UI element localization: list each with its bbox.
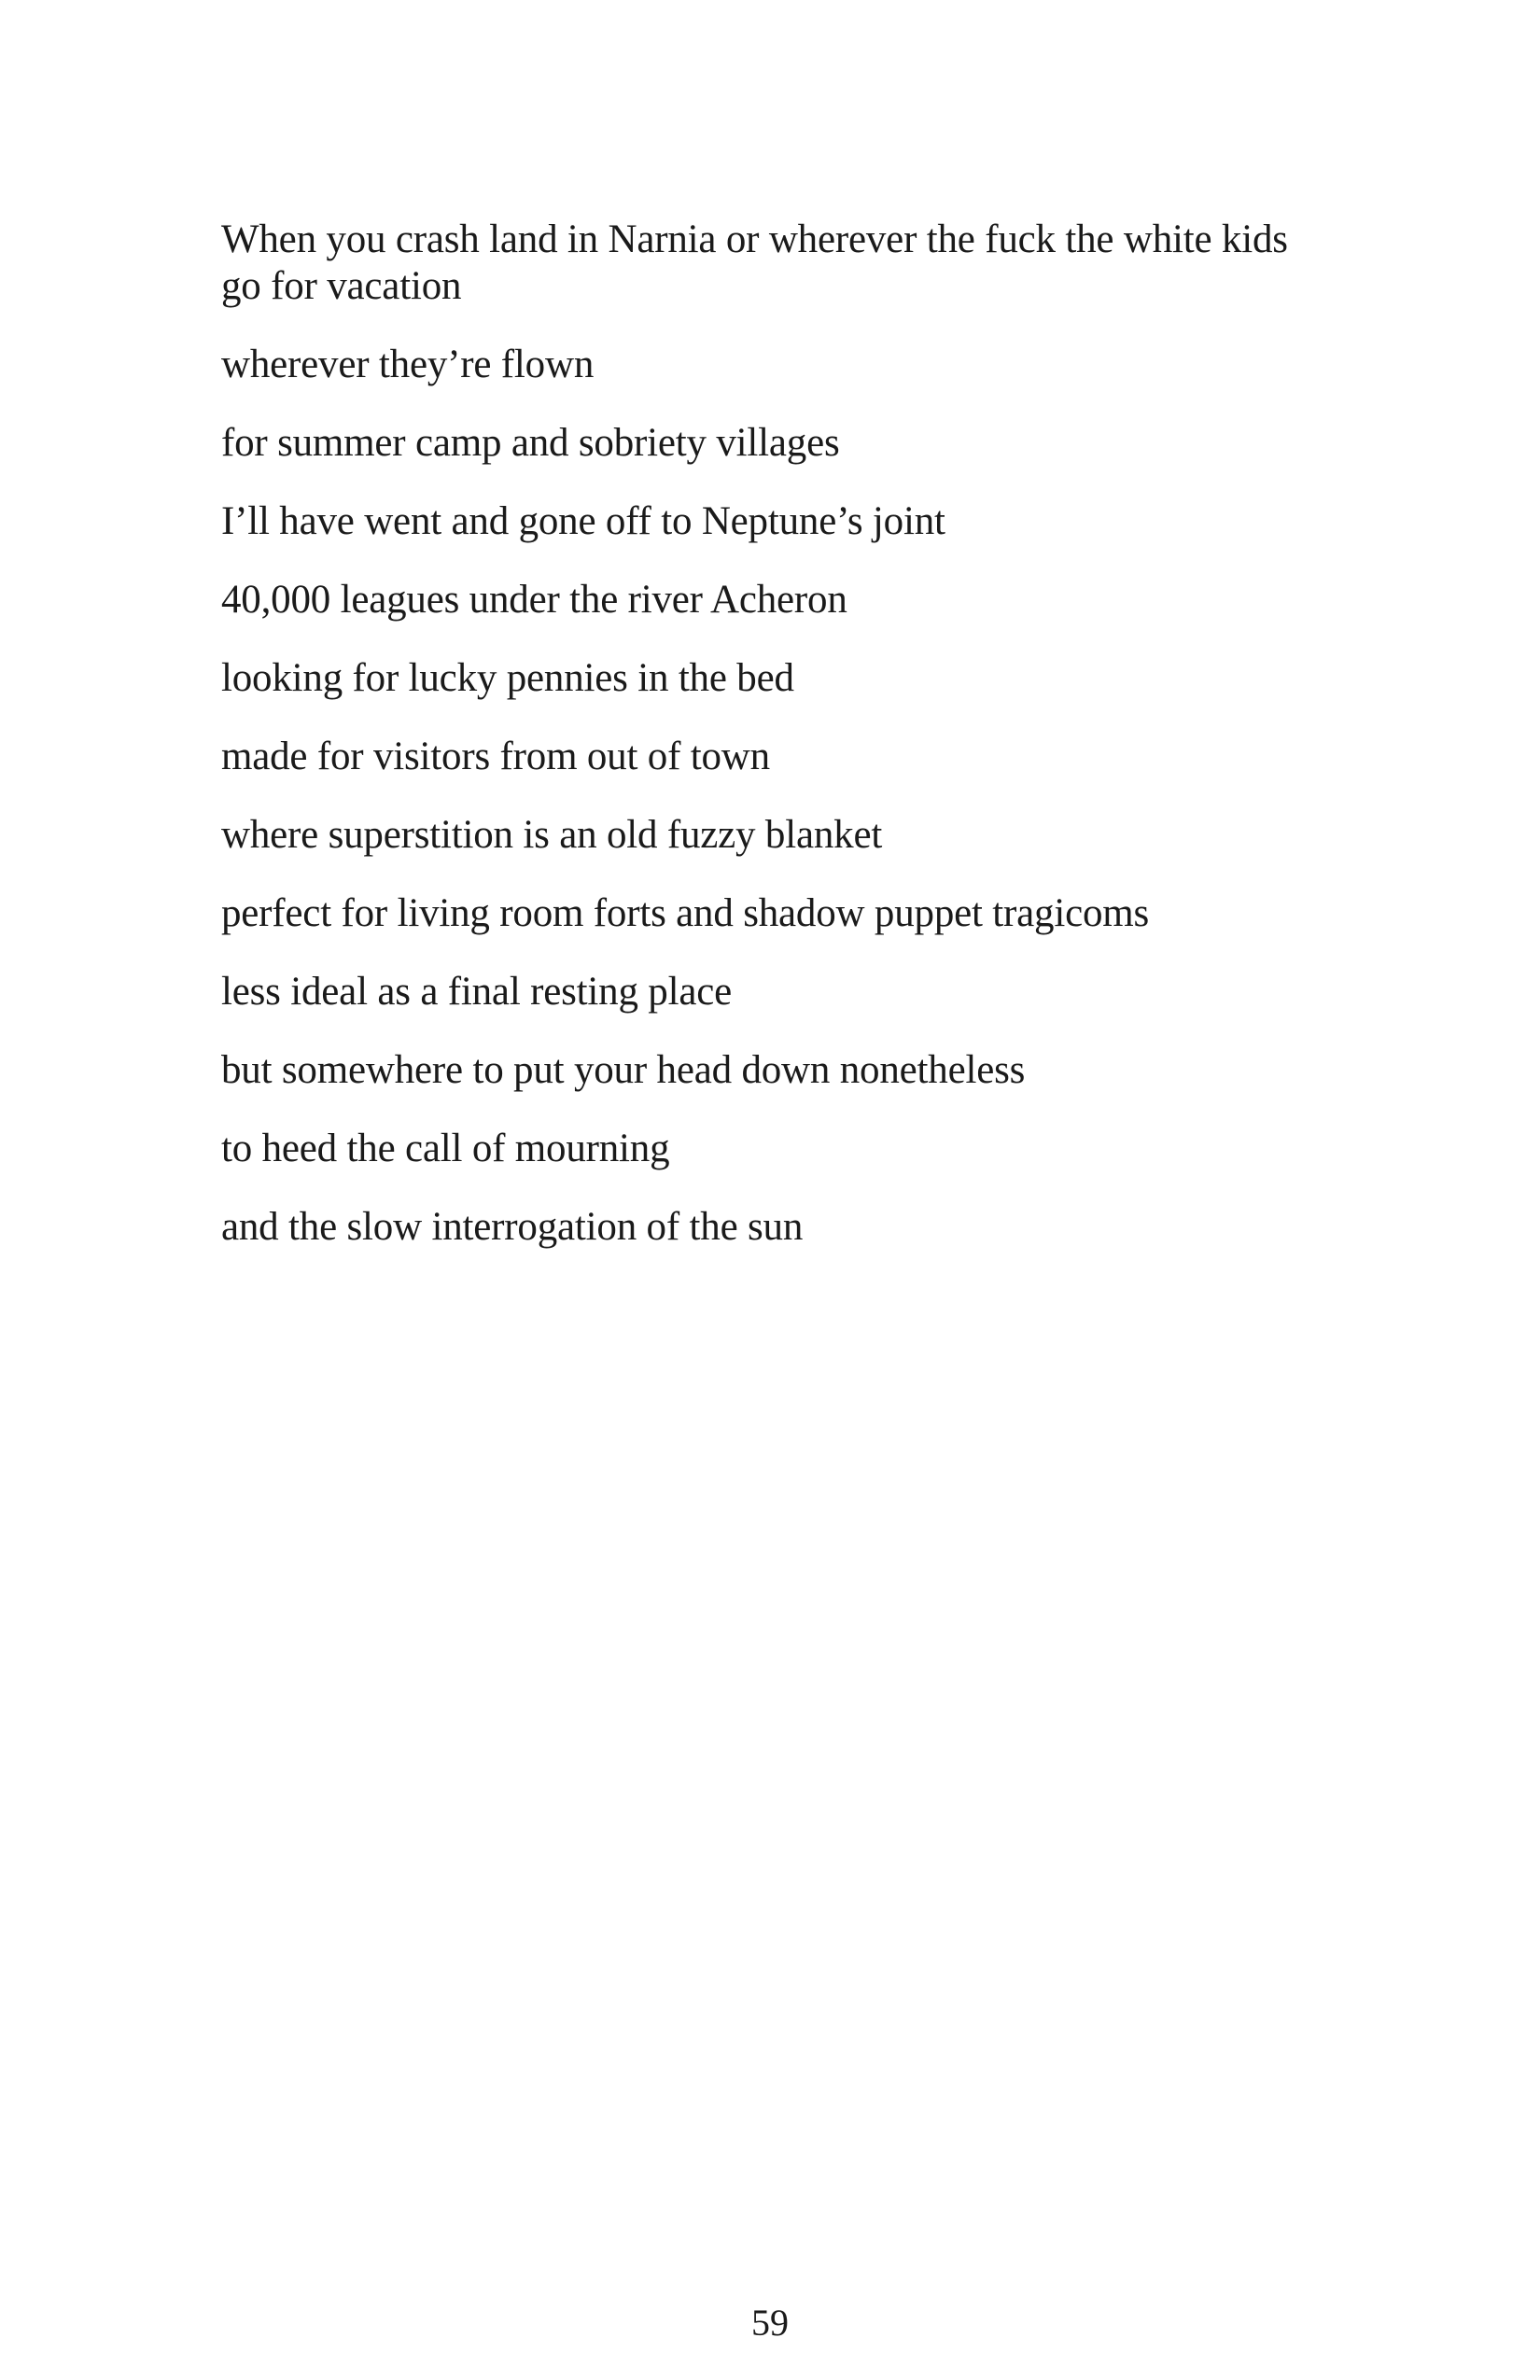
poem-line-4: I’ll have went and gone off to Neptune’s joint xyxy=(221,499,945,543)
poem-line-9: perfect for living room forts and shadow puppet tragicoms xyxy=(221,891,1150,935)
poem-body xyxy=(221,217,1304,1282)
poem-line-1: When you crash land in Narnia or wherever the fuck the white kids go for vacation xyxy=(221,217,1288,308)
poem-line-11: but somewhere to put your head down nonetheless xyxy=(221,1048,1026,1092)
poem-line-6: looking for lucky pennies in the bed xyxy=(221,656,794,700)
poem-line-8: where superstition is an old fuzzy blanket xyxy=(221,813,883,857)
poem-line-10: less ideal as a final resting place xyxy=(221,970,733,1014)
poem-line-2: wherever they’re flown xyxy=(221,343,595,386)
page-number: 59 xyxy=(751,2302,789,2344)
poem-line-7: made for visitors from out of town xyxy=(221,735,770,778)
poem-line-12: to heed the call of mourning xyxy=(221,1127,670,1170)
poem-line-3: for summer camp and sobriety villages xyxy=(221,421,840,465)
poem-line-5: 40,000 leagues under the river Acheron xyxy=(221,578,847,622)
poem-line-13: and the slow interrogation of the sun xyxy=(221,1205,804,1249)
